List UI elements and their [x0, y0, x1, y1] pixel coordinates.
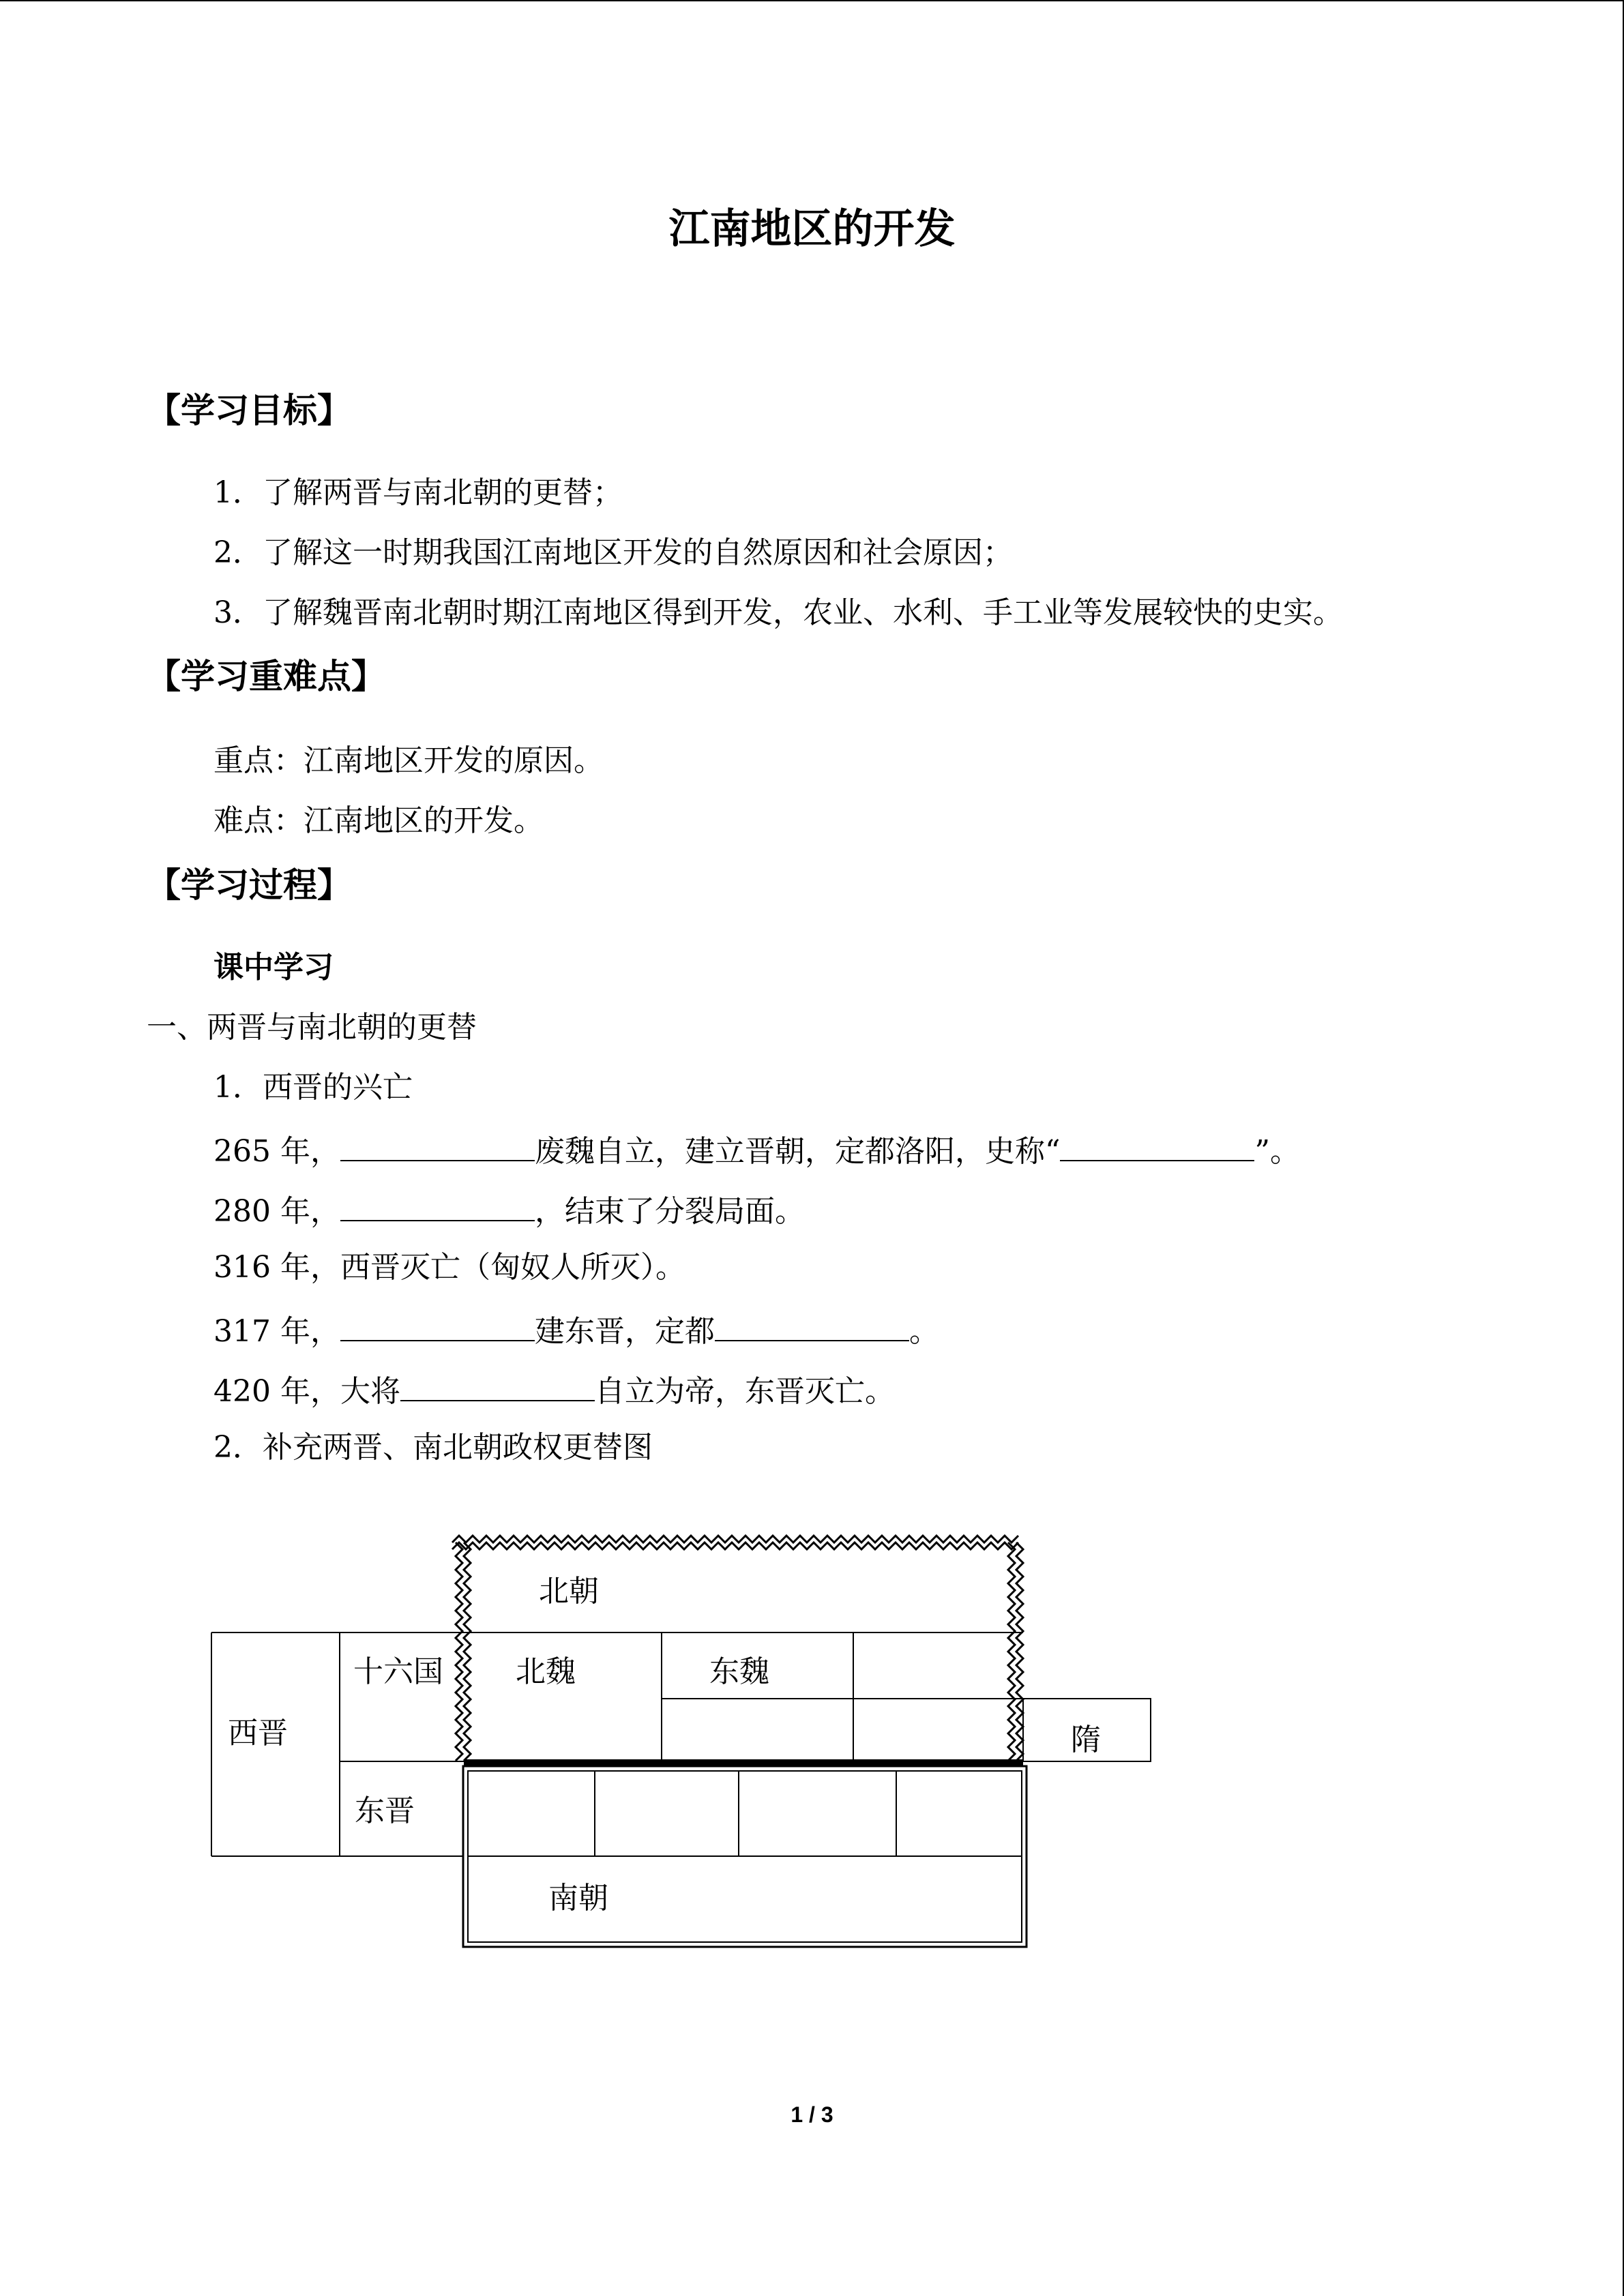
north-frame-zigzag-right-inner: [1016, 1542, 1023, 1761]
north-frame-zigzag-left: [456, 1542, 462, 1761]
fact-line-316: 316 年，西晋灭亡（匈奴人所灭）。: [213, 1250, 685, 1285]
fill-line-317-year: 317 年，: [213, 1314, 340, 1349]
north-frame-zigzag-left-inner: [464, 1542, 471, 1761]
page-title: 江南地区的开发: [668, 205, 956, 253]
sub-two-heading: 2．补充两晋、南北朝政权更替图: [213, 1430, 653, 1465]
page-number: 1 / 3: [791, 2102, 833, 2127]
part-one-heading: 一、两晋与南北朝的更替: [147, 1010, 477, 1045]
goal-item-3: 3．了解魏晋南北朝时期江南地区得到开发，农业、水利、手工业等发展较快的史实。: [213, 595, 1343, 630]
key-point: 重点：江南地区开发的原因。: [213, 743, 604, 778]
north-frame-zigzag-top-inner: [452, 1542, 1018, 1549]
label-sixteen-kingdoms: 十六国: [353, 1654, 443, 1689]
goals-heading: 【学习目标】: [147, 390, 351, 430]
class-study-label: 课中学习: [213, 950, 334, 985]
fill-line-420-end: 自立为帝，东晋灭亡。: [594, 1374, 895, 1409]
process-heading: 【学习过程】: [147, 865, 351, 905]
label-northern-wei: 北魏: [516, 1654, 576, 1689]
label-eastern-jin: 东晋: [355, 1793, 415, 1828]
label-north-dynasties: 北朝: [539, 1574, 599, 1609]
label-eastern-wei: 东魏: [709, 1654, 769, 1689]
fill-line-317-end: 。: [909, 1314, 939, 1349]
label-western-jin: 西晋: [228, 1716, 288, 1750]
fill-line-280-end: ，结束了分裂局面。: [534, 1194, 805, 1229]
fill-line-317-mid: 建东晋，定都: [534, 1314, 715, 1349]
difficult-point: 难点：江南地区的开发。: [213, 803, 544, 838]
fill-line-265-mid: 废魏自立，建立晋朝，定都洛阳，史称“: [534, 1134, 1061, 1169]
goal-item-2: 2．了解这一时期我国江南地区开发的自然原因和社会原因；: [213, 535, 1013, 570]
north-frame-zigzag-top: [452, 1536, 1018, 1542]
label-south-dynasties: 南朝: [548, 1881, 608, 1915]
goal-item-1: 1．了解两晋与南北朝的更替；: [213, 475, 623, 510]
label-sui: 隋: [1071, 1723, 1101, 1757]
fill-line-420-start: 420 年，大将: [213, 1374, 400, 1409]
north-frame-zigzag-right: [1008, 1542, 1015, 1761]
key-heading: 【学习重难点】: [147, 656, 385, 696]
fill-line-265-end: ”。: [1254, 1134, 1300, 1169]
sub-one-heading: 1．西晋的兴亡: [213, 1070, 413, 1105]
fill-line-265-year: 265 年，: [213, 1134, 340, 1169]
fill-line-280-year: 280 年，: [213, 1194, 340, 1229]
